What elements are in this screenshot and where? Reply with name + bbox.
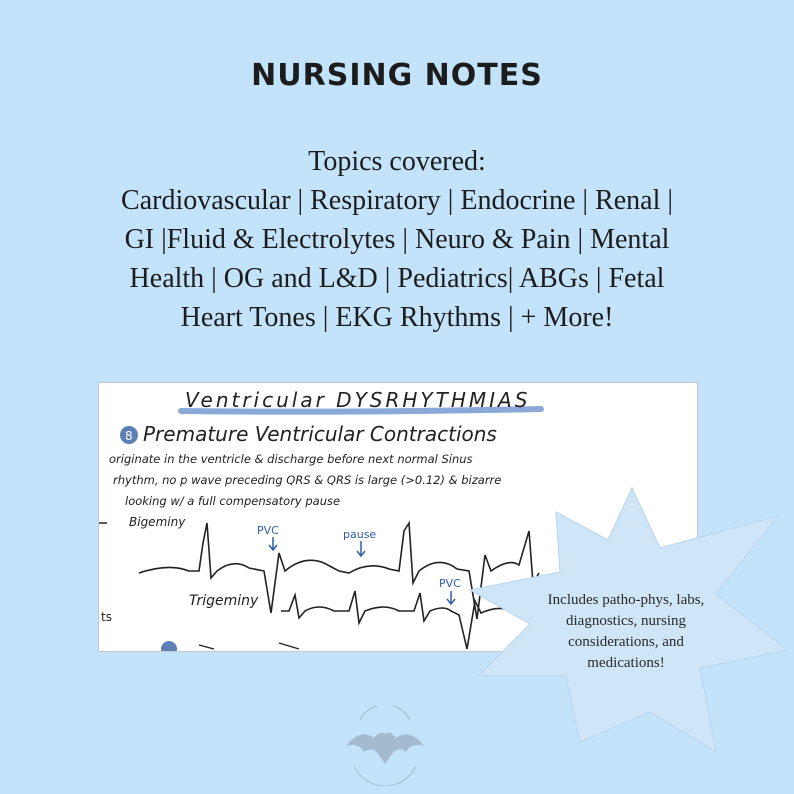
label-trigeminy: Trigeminy (189, 593, 259, 609)
topics-line: Heart Tones | EKG Rhythms | + More! (180, 302, 614, 333)
label-pause: pause (343, 528, 377, 541)
topics-line: Topics covered: (308, 146, 486, 177)
notes-body-line: originate in the ventricle & discharge before next normal Sinus (109, 452, 473, 466)
bat-icon (340, 706, 430, 786)
page-title: NURSING NOTES (251, 58, 543, 93)
badge-line: diagnostics, nursing (566, 613, 686, 629)
margin-text: ts (101, 610, 112, 624)
section-title: Premature Ventricular Contractions (143, 422, 497, 446)
badge-text (536, 590, 716, 674)
notes-body-line: rhythm, no p wave preceding QRS & QRS is large (>0.12) & bizarre (113, 473, 502, 487)
topics-line: Cardiovascular | Respiratory | Endocrine | Renal | (121, 185, 673, 216)
label-pvc: PVC (439, 577, 461, 590)
section-number: 8 (125, 429, 133, 443)
badge-line: Includes patho-phys, labs, (547, 592, 705, 608)
topics-line: GI |Fluid & Electrolytes | Neuro & Pain | Mental (124, 224, 670, 255)
badge-line: medications! (587, 655, 665, 671)
notes-heading: Ventricular DYSRHYTHMIAS (185, 388, 531, 412)
label-bigeminy: Bigeminy (129, 515, 186, 529)
badge-line: considerations, and (568, 634, 684, 650)
label-pvc: PVC (257, 524, 279, 537)
topics-line: Health | OG and L&D | Pediatrics| ABGs | Fetal (129, 263, 665, 294)
notes-body-line: looking w/ a full compensatory pause (125, 494, 341, 508)
